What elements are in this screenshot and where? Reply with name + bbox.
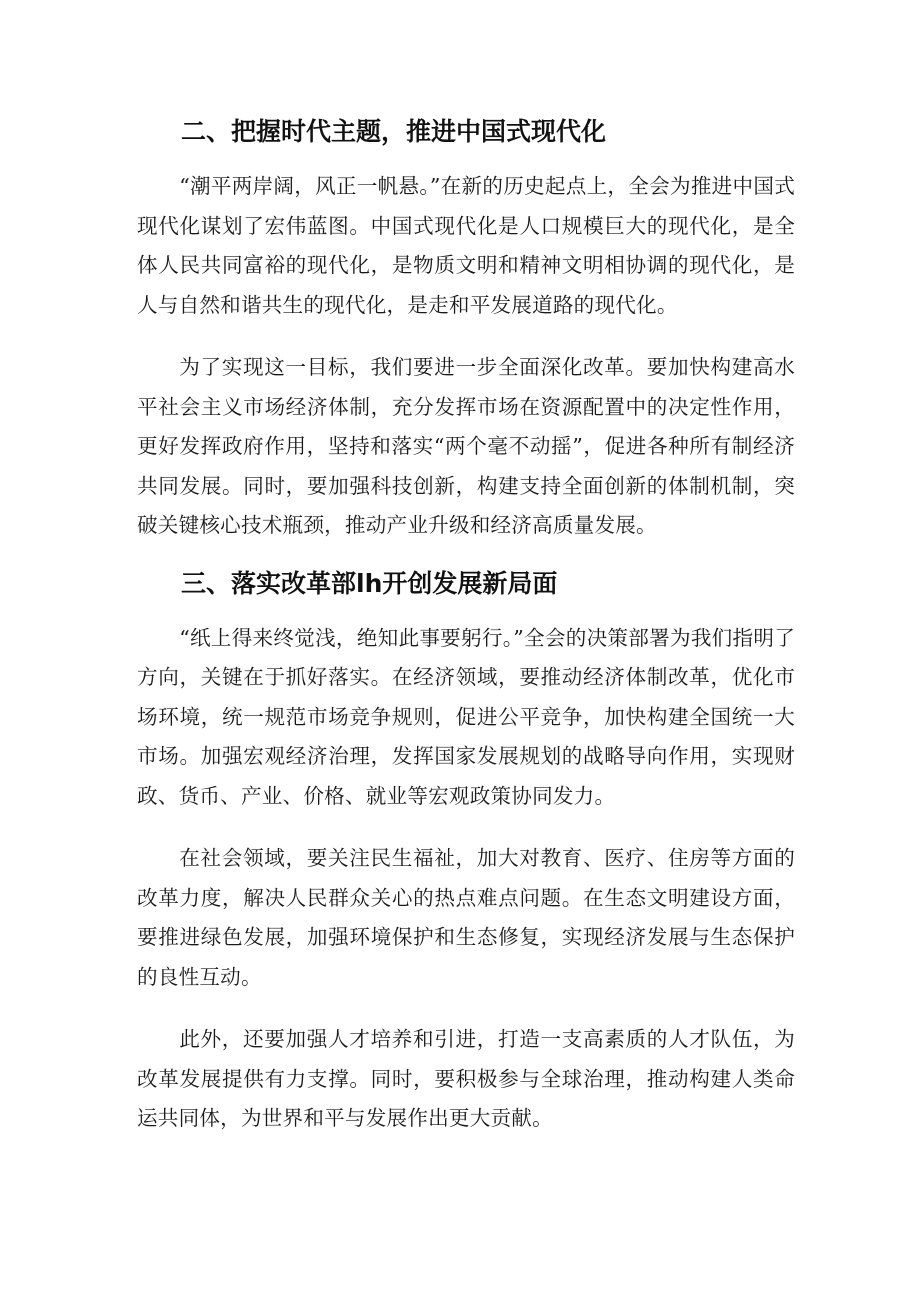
body-paragraph: 此外，还要加强人才培养和引进，打造一支高素质的人才队伍，为改革发展提供有力支撑。同时，要积极参与全球治理，推动构建人类命运共同体，为世界和平与发展作出更大贡献。 xyxy=(137,1027,795,1130)
body-paragraph: 在社会领域，要关注民生福祉，加大对教育、医疗、住房等方面的改革力度，解决人民群众关心的热点难点问题。在生态文明建设方面，要推进绿色发展，加强环境保护和生态修复，实现经济发展与生态保护的良性互动。 xyxy=(137,846,795,989)
body-paragraph: “潮平两岸阔，风正一帆悬。”在新的历史起点上，全会为推进中国式现代化谋划了宏伟蓝图。中国式现代化是人口规模巨大的现代化，是全体人民共同富裕的现代化，是物质文明和精神文明相协调的现代化，是人与自然和谐共生的现代化，是走和平发展道路的现代化。 xyxy=(137,174,795,317)
document-body xyxy=(137,115,795,1139)
body-paragraph: “纸上得来终觉浅，绝知此事要躬行。”全会的决策部署为我们指明了方向，关键在于抓好落实。在经济领域，要推动经济体制改革，优化市场环境，统一规范市场竞争规则，促进公平竞争，加快构建全国统一大市场。加强宏观经济治理，发挥国家发展规划的战略导向作用，实现财政、货币、产业、价格、就业等宏观政策协同发力。 xyxy=(137,625,795,808)
section-heading-2: 二、把握时代主题，推进中国式现代化 xyxy=(181,117,607,146)
body-paragraph: 为了实现这一目标，我们要进一步全面深化改革。要加快构建高水平社会主义市场经济体制，充分发挥市场在资源配置中的决定性作用，更好发挥政府作用，坚持和落实“两个毫不动摇”，促进各种所有制经济共同发展。同时，要加强科技创新，构建支持全面创新的体制机制，突破关键核心技术瓶颈，推动产业升级和经济高质量发展。 xyxy=(137,355,795,537)
section-heading-3: 三、落实改革部lh开创发展新局面 xyxy=(181,568,558,598)
